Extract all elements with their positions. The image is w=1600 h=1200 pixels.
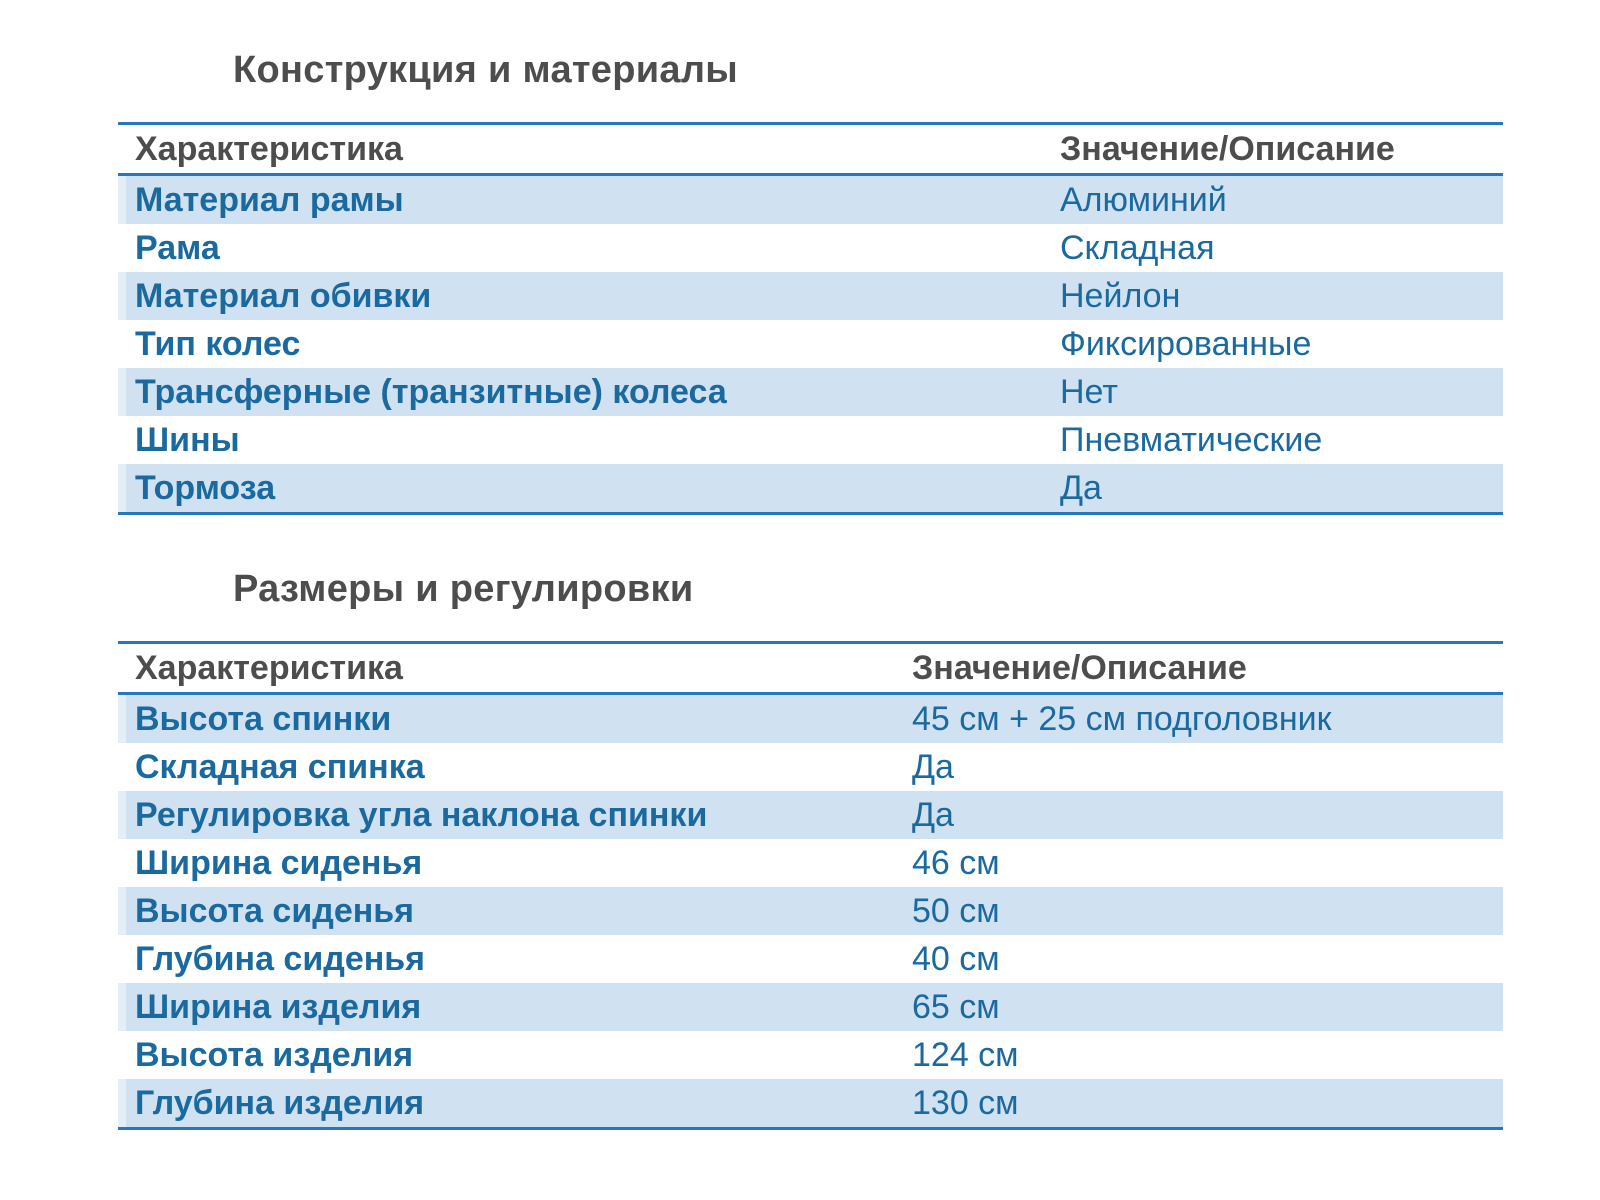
- table-row: [118, 368, 1503, 416]
- table-row: [118, 983, 1503, 1031]
- row-value: 40 см: [912, 939, 1000, 978]
- row-label: Материал рамы: [118, 174, 1043, 224]
- section-title: Конструкция и материалы: [233, 49, 739, 91]
- row-value: Фиксированные: [1060, 324, 1312, 363]
- table-header-row: [118, 642, 1503, 693]
- column-header-characteristic: Характеристика: [118, 123, 1043, 174]
- table-row: [118, 174, 1503, 224]
- table-row: [118, 416, 1503, 464]
- table-row: [118, 1031, 1503, 1079]
- row-label: Высота сиденья: [118, 887, 895, 935]
- spec-table: [118, 122, 1503, 515]
- table-row: [118, 791, 1503, 839]
- row-label: Глубина сиденья: [135, 939, 426, 978]
- row-label: Глубина изделия: [118, 1079, 895, 1129]
- row-value: Нейлон: [1060, 276, 1181, 315]
- table-header-row: [118, 123, 1503, 174]
- row-value: 46 см: [912, 843, 1000, 882]
- row-label: Ширина изделия: [118, 983, 895, 1031]
- row-value: Да: [912, 747, 954, 786]
- spec-table: [118, 641, 1503, 1130]
- column-header-value: Значение/Описание: [1043, 123, 1503, 174]
- row-label: Ширина сиденья: [135, 843, 423, 882]
- row-value: Складная: [1060, 228, 1215, 267]
- row-label: Шины: [135, 420, 240, 459]
- row-value: 130 см: [912, 1083, 1019, 1122]
- table-row: [118, 743, 1503, 791]
- spec-section: [0, 50, 1600, 515]
- row-value: Да: [1060, 468, 1102, 507]
- table-row: [118, 839, 1503, 887]
- section-title: Размеры и регулировки: [233, 567, 694, 610]
- table-row: [118, 320, 1503, 368]
- row-value: Пневматические: [1060, 420, 1323, 459]
- table-row: [118, 464, 1503, 514]
- row-value: Да: [912, 795, 954, 834]
- table-row: [118, 693, 1503, 743]
- spec-section: [0, 569, 1600, 1130]
- column-header-value: Значение/Описание: [895, 642, 1503, 693]
- row-label: Тип колес: [135, 324, 301, 363]
- row-value: 65 см: [912, 987, 1000, 1026]
- row-label: Высота изделия: [135, 1035, 414, 1074]
- row-value: Алюминий: [1060, 180, 1227, 219]
- row-label: Высота спинки: [118, 693, 895, 743]
- row-label: Трансферные (транзитные) колеса: [118, 368, 1043, 416]
- row-value: 50 см: [912, 891, 1000, 930]
- row-value: 124 см: [912, 1035, 1019, 1074]
- column-header-characteristic: Характеристика: [118, 642, 895, 693]
- table-row: [118, 224, 1503, 272]
- table-row: [118, 272, 1503, 320]
- row-label: Складная спинка: [135, 747, 425, 786]
- table-row: [118, 1079, 1503, 1129]
- row-label: Регулировка угла наклона спинки: [118, 791, 895, 839]
- row-label: Рама: [135, 228, 220, 267]
- row-value: Нет: [1060, 372, 1118, 411]
- sections-container: [0, 50, 1600, 1130]
- row-label: Материал обивки: [118, 272, 1043, 320]
- row-label: Тормоза: [118, 464, 1043, 514]
- table-row: [118, 935, 1503, 983]
- row-value: 45 см + 25 см подголовник: [912, 699, 1332, 738]
- table-row: [118, 887, 1503, 935]
